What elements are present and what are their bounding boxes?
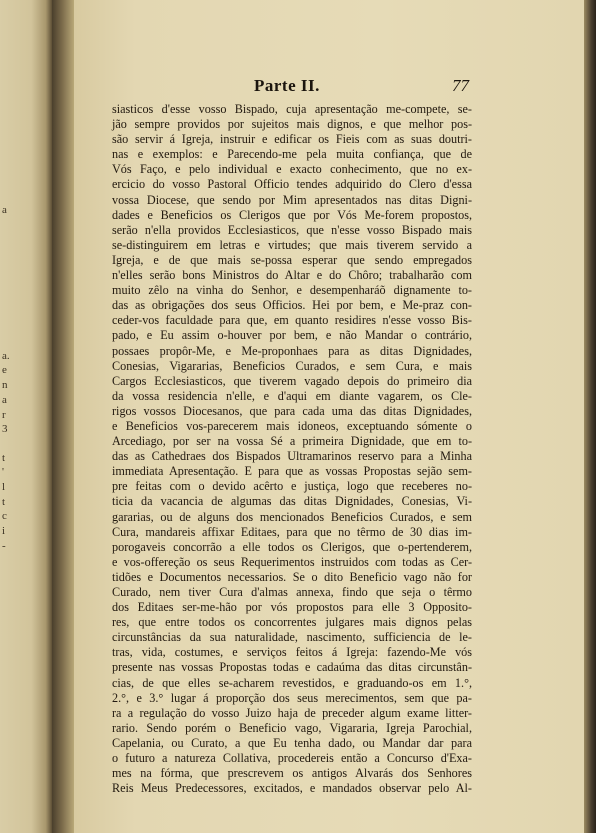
text-line: circunstâncias da sua naturalidade, nascimento, sufficiencia de le- <box>112 630 472 645</box>
text-line: n'elles serão bons Ministros do Altar e do Chôro; trabalharão com <box>112 268 472 283</box>
text-line: tras, vida, costumes, e serviços feitos á Igreja: fazendo-Me vós <box>112 645 472 660</box>
text-line: Cargos Ecclesiasticos, que tiverem vagado depois do primeiro dia <box>112 373 472 388</box>
text-line: vossa Diocese, que sendo por Mim apresentados nas ditas Digni- <box>112 192 472 207</box>
text-line: Conesias, Vigararias, Beneficios Curados, e sem Cura, e mais <box>112 358 472 373</box>
text-line: Igreja, e de que mais se-possa esperar que sendo empregados <box>112 252 472 267</box>
margin-fragment: i <box>2 525 6 537</box>
margin-fragment: 3 <box>2 423 8 435</box>
margin-fragment: a. <box>2 350 10 362</box>
margin-fragment: e <box>2 364 7 376</box>
text-line: Curado, nem tiver Cura d'almas annexa, findo que seja o têrmo <box>112 585 472 599</box>
text-line: são servir á Igreja, instruir e edificar os Fieis com as suas doutri- <box>112 132 472 147</box>
text-line: pre feitas com o devido acêrto e justiça, logo que receberes no- <box>112 479 472 494</box>
book-gutter <box>52 0 74 833</box>
text-line: 2.°, e 3.° lugar á proporção dos seus merecimentos, sem que pa- <box>112 690 472 705</box>
previous-page-edge <box>0 0 52 833</box>
text-line: e vos-offereção os seus Requerimentos instruidos com todas as Cer- <box>112 554 472 569</box>
text-line: cias, de que elles se-acharem revestidos, e graduando-os em 1.°, <box>112 675 472 690</box>
margin-fragment: a <box>2 394 7 406</box>
margin-fragment: - <box>2 540 6 552</box>
text-line: dos Editaes ser-me-hão por vós propostos para elle 3 Opposito- <box>112 600 472 615</box>
text-line: mes na fórma, que prescrevem os antigos Alvarás dos Senhores <box>112 766 472 781</box>
text-line: ceder-vos faculdade para que, em quanto residires n'esse vosso Bis- <box>112 313 472 328</box>
text-line: ticia da vacancia de algumas das ditas Dignidades, Conesias, Vi- <box>112 494 472 509</box>
running-head: Parte II. <box>254 76 320 95</box>
text-line: da vossa residencia n'elle, e d'aqui em diante vagarem, os Cle- <box>112 388 472 403</box>
text-line: nas e exemplos: e Parecendo-me pela muita confiança, que de <box>112 147 472 162</box>
margin-fragment: t <box>2 452 6 464</box>
text-line: presente nas vossas Propostas todas e cadaúma das ditas circunstân- <box>112 660 472 675</box>
body-text <box>112 102 472 796</box>
text-line: Vós Faço, e pelo individual e exacto conhecimento, que no ex- <box>112 162 472 177</box>
text-line: Capelania, ou Curato, a que Eu tenha dado, ou Mandar dar para <box>112 735 472 750</box>
margin-fragment: n <box>2 379 8 391</box>
margin-fragment: ' <box>2 466 4 478</box>
text-line: Arcediago, por ser na vossa Sé a primeira Dignidade, que em to- <box>112 434 472 449</box>
text-line: rigos vossos Diocesanos, que para cada uma das ditas Dignidades, <box>112 403 472 418</box>
text-line: jão sempre providos por sujeitos mais dignos, e que melhor pos- <box>112 117 472 132</box>
text-line: o futuro a natureza Collativa, procedereis então a Concurso d'Exa- <box>112 751 472 766</box>
text-line: serão n'ella providos Ecclesiasticos, que n'esse vosso Bispado mais <box>112 222 472 237</box>
text-line: gararias, ou de alguns dos mencionados Beneficios Curados, e sem <box>112 509 472 524</box>
text-line: Reis Meus Predecessores, excitados, e mandados observar pelo Al- <box>112 781 472 796</box>
text-line: immediata Apresentação. E para que as vossas Propostas sejão sem- <box>112 464 472 479</box>
text-line: Cura, mandareis affixar Editaes, para que no têrmo de 30 dias im- <box>112 524 472 539</box>
text-line: ra a regulação do vosso Juizo haja de preceder algum exame litter- <box>112 705 472 720</box>
text-line: muito zêlo na vinha do Senhor, e desempenharáõ dignamente to- <box>112 283 472 298</box>
text-line: e Beneficios vos-parecerem mais idoneos, exceptuando sómente o <box>112 418 472 433</box>
text-line: das as Cathedraes dos Bispados Ultramarinos reservo para a Minha <box>112 449 472 464</box>
text-line: se-distinguirem em letras e virtudes; que mais tiverem servido a <box>112 237 472 252</box>
margin-fragment: r <box>2 409 6 421</box>
margin-fragment: c <box>2 510 7 522</box>
text-line: possaes propôr-Me, e Me-proponhaes para as ditas Dignidades, <box>112 343 472 358</box>
text-line: ercicio do vosso Pastoral Officio tendes adquirido do Clero d'essa <box>112 177 472 192</box>
margin-fragment: a <box>2 204 7 216</box>
margin-fragment: l <box>2 481 6 493</box>
text-line: res, que entre todos os concorrentes julgares mais dignos pelas <box>112 615 472 630</box>
margin-fragment: t <box>2 496 6 508</box>
page-edge-shadow <box>584 0 596 833</box>
text-line: dades e Beneficios os Clerigos que por Vós Me-forem propostos, <box>112 207 472 222</box>
text-line: porogaveis concorrão a elle todos os Clerigos, que o-pertenderem, <box>112 539 472 554</box>
page-number: 77 <box>452 76 469 95</box>
text-line: siasticos d'esse vosso Bispado, cuja apresentação me-compete, se- <box>112 102 472 116</box>
text-line: tidões e Documentos necessarios. Se o dito Beneficio vago não for <box>112 569 472 584</box>
text-line: das as obrigações dos seus Officios. Hei por bem, e Me-praz con- <box>112 298 472 313</box>
page-header <box>74 76 584 98</box>
text-line: pado, e Eu assim o-houver por bem, e não Mandar o contrário, <box>112 328 472 343</box>
text-line: rario. Sendo porém o Beneficio vago, Vigararia, Igreja Parochial, <box>112 720 472 735</box>
